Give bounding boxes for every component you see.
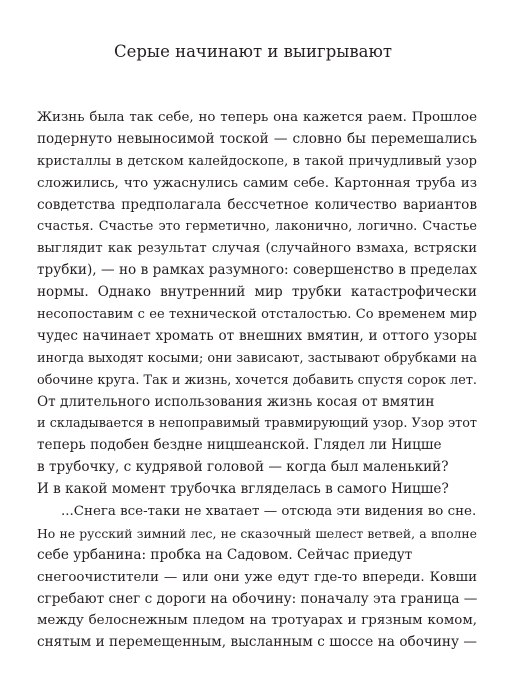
text-line: чудес начинает хромать от внешних вмятин, и оттого узоры <box>37 327 477 344</box>
chapter-title: Серые начинают и выигрывают <box>113 42 393 61</box>
text-line: сложились, что ужаснулись самим себе. Картонная труба из <box>37 175 477 191</box>
text-line: несопоставим с ее технической отсталостью. Со временем мир <box>37 307 477 323</box>
text-line: кристаллы в детском калейдоскопе, в такой причудливый узор <box>37 153 477 169</box>
text-line: между белоснежным пледом на тротуарах и грязным комом, <box>37 613 477 629</box>
text-line: ...Снега все-таки не хватает — отсюда эти видения во сне. <box>61 504 477 520</box>
text-line: сгребают снег с дороги на обочину: поначалу эта граница — <box>37 590 478 607</box>
body-text <box>37 107 477 654</box>
text-line: снегоочистители — или они уже едут где-то впереди. Ковши <box>37 569 477 585</box>
text-line: счастья. Счастье это герметично, лаконично, логично. Счастье <box>37 219 477 235</box>
text-line: снятым и перемещенным, высланным с шоссе на обочину — <box>37 634 477 651</box>
text-line: в трубочку, с кудрявой головой — когда был маленький? <box>37 459 449 476</box>
text-line: И в какой момент трубочка вгляделась в самого Ницше? <box>37 481 449 498</box>
text-line: От длительного использования жизнь косая от вмятин <box>37 393 435 410</box>
text-line: подернуто невыносимой тоской — словно бы перемешались <box>37 130 477 147</box>
text-line: иногда выходят косыми; они зависают, застывают обрубками на <box>37 350 478 366</box>
text-line: нормы. Однако внутренний мир трубки катастрофически <box>37 284 477 301</box>
text-line: и складывается в непоправимый травмирующий узор. Узор этот <box>37 416 477 432</box>
text-line: обочине круга. Так и жизнь, хочется добавить спустя сорок лет. <box>37 372 477 388</box>
text-line: теперь подобен бездне ницшеанской. Глядел ли Ницше <box>37 437 442 454</box>
text-line: Жизнь была так себе, но теперь она кажется раем. Прошлое <box>37 110 477 125</box>
text-line: выглядит как результат случая (случайного взмаха, встряски <box>37 241 477 257</box>
text-line: Но не русский зимний лес, не сказочный шелест ветвей, а вполне <box>37 525 477 541</box>
text-line: совдетства предполагала бессчетное количество вариантов <box>37 196 477 213</box>
text-line: себе урбанина: пробка на Садовом. Сейчас приедут <box>37 546 413 563</box>
text-line: трубки), — но в рамках разумного: совершенство в пределах <box>37 262 477 279</box>
